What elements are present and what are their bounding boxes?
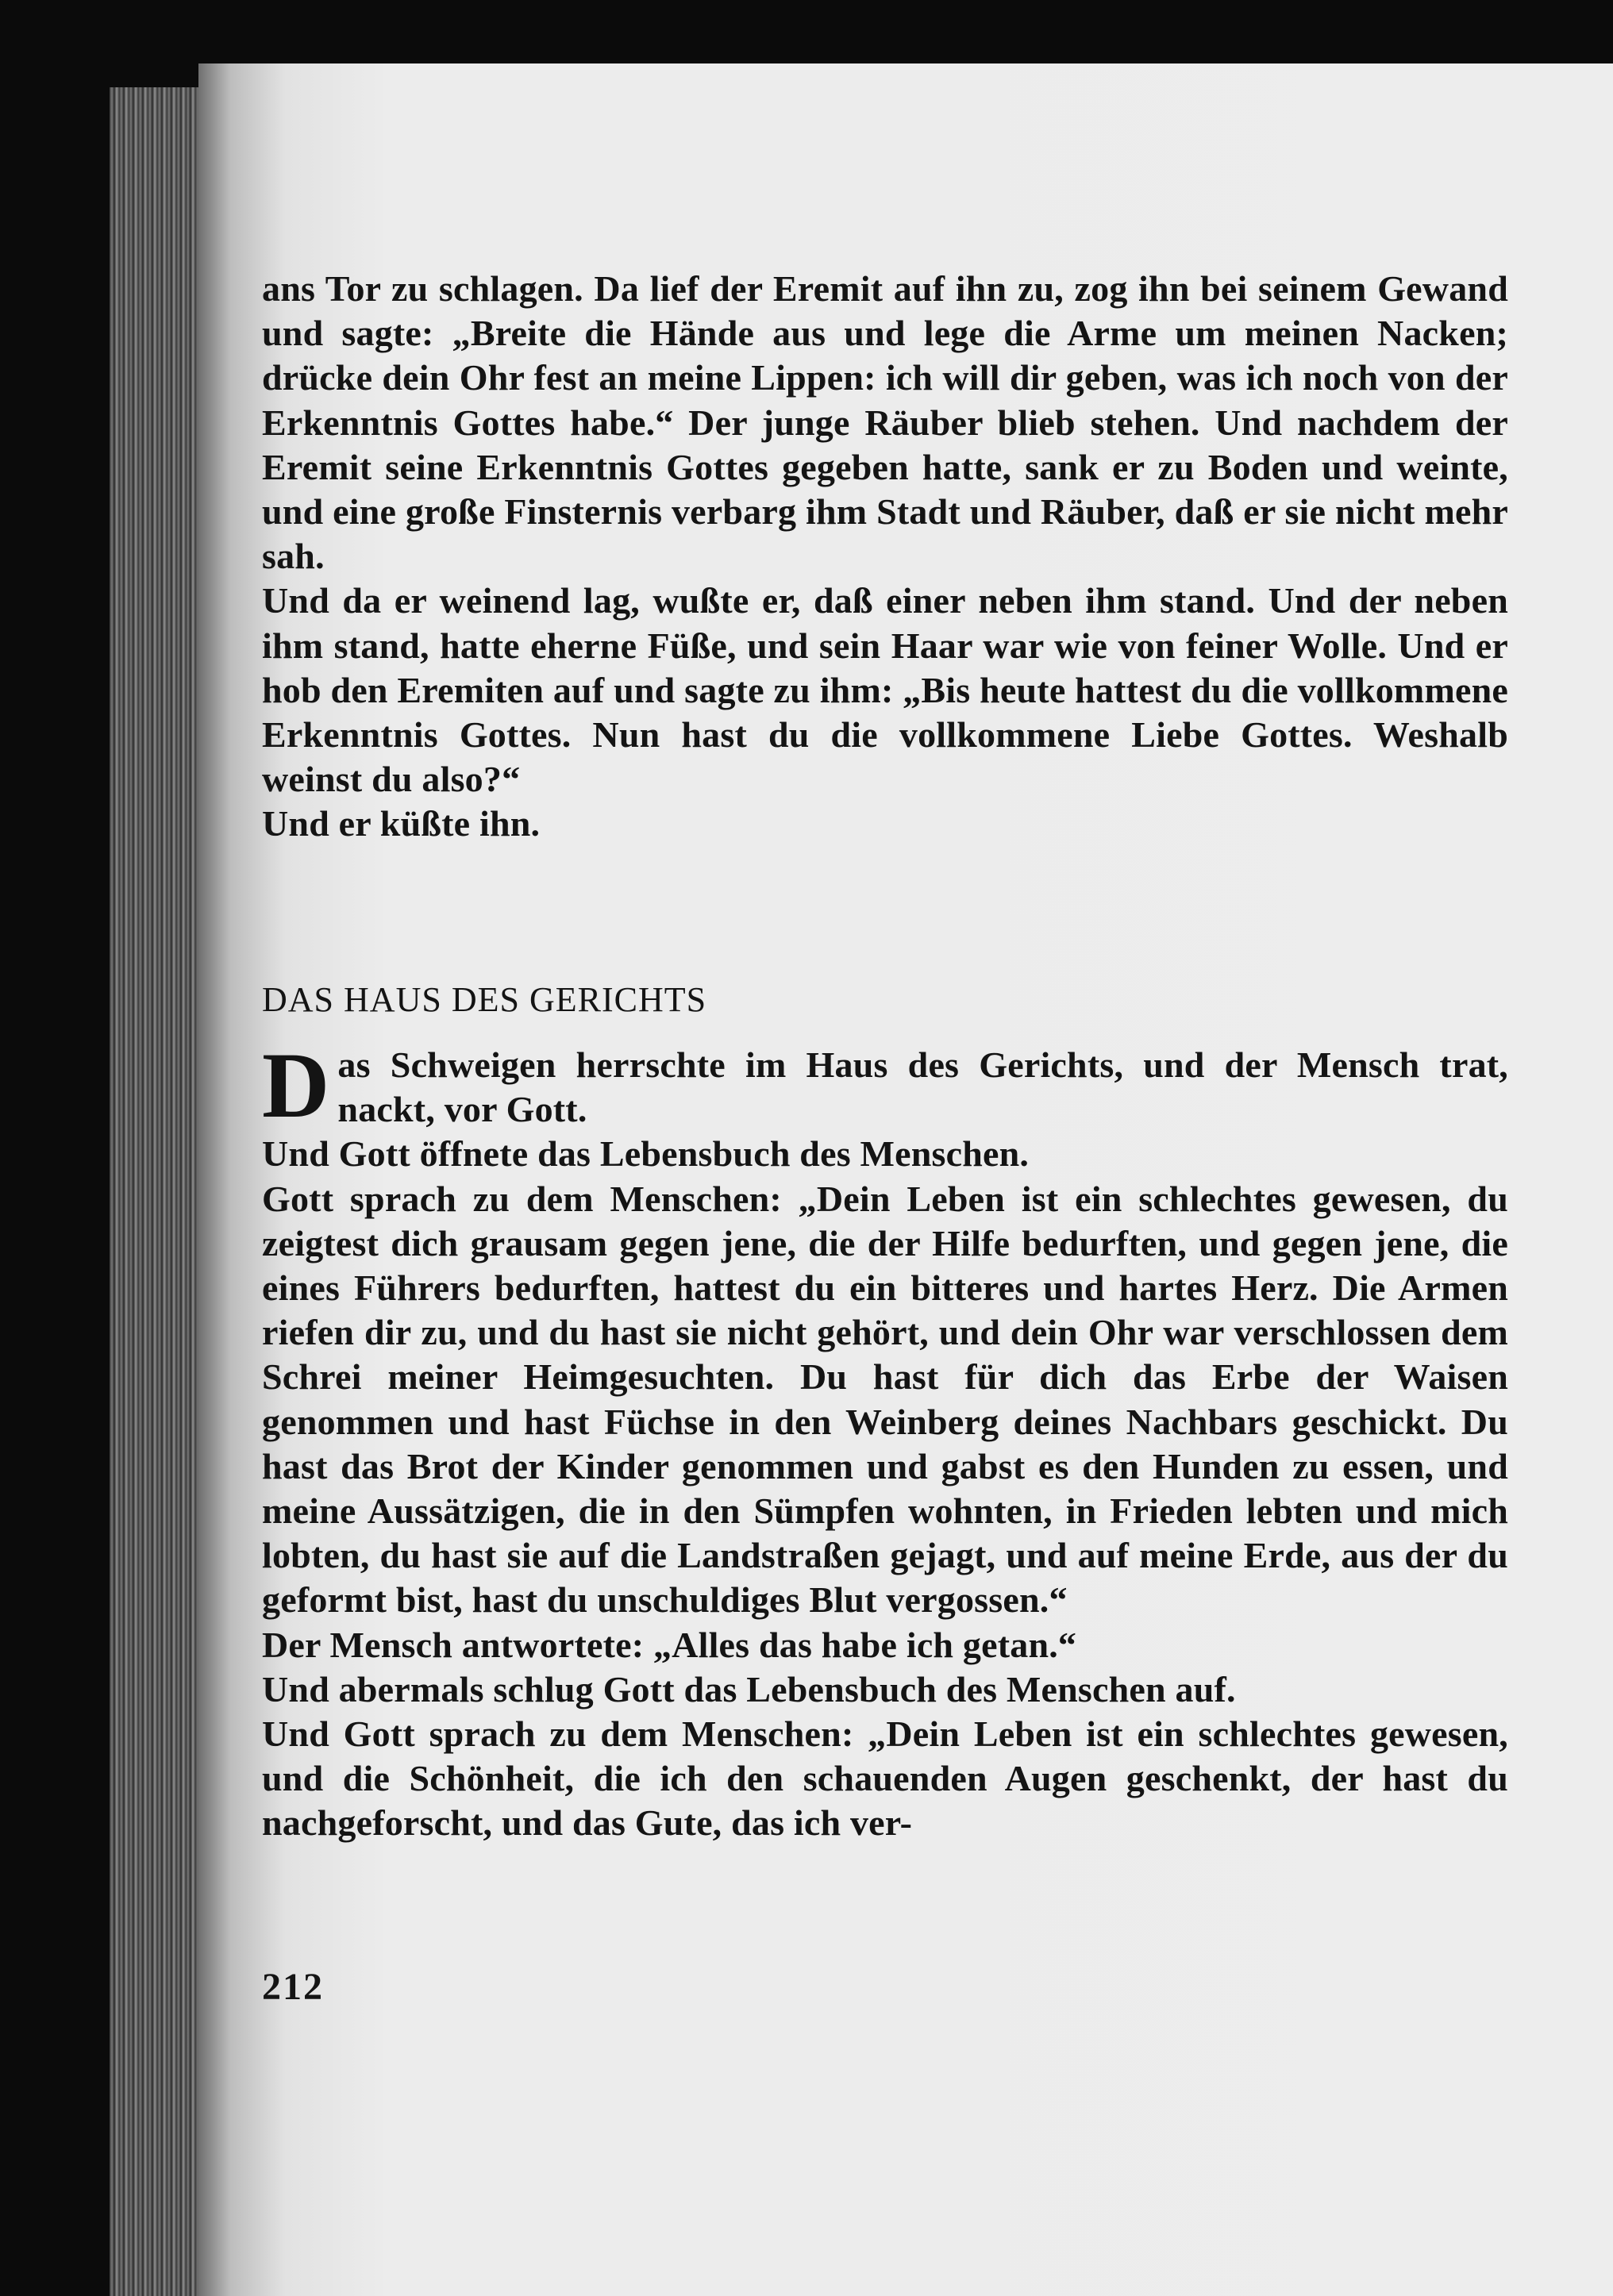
paragraph-4-text: as Schweigen herrschte im Haus des Gerichts, und der Mensch trat, nackt, vor Gott. xyxy=(337,1044,1508,1130)
paragraph-2: Und da er weinend lag, wußte er, daß einer neben ihm stand. Und der neben ihm stand, hatte eherne Füße, und sein Haar war wie von feiner Wolle. Und er hob den Eremiten auf und sagte zu ihm: „Bis heute hattest du die vollkommene Erkenntnis Gottes. Nun hast du die vollkommene Liebe Gottes. Weshalb weinst du also?“ xyxy=(262,580,1508,800)
section-heading: DAS HAUS DES GERICHTS xyxy=(262,980,707,1019)
paragraph-7: Der Mensch antwortete: „Alles das habe ich getan.“ xyxy=(262,1624,1077,1665)
paragraph-5: Und Gott öffnete das Lebensbuch des Menschen. xyxy=(262,1133,1030,1175)
paragraph-6: Gott sprach zu dem Menschen: „Dein Leben ist ein schlechtes gewesen, du zeigtest dich grausam gegen jene, die der Hilfe bedurften, und gegen jene, die eines Führers bedurften, hattest du ein bitteres und hartes Herz. Die Armen riefen dir zu, und du hast sie nicht gehört, und dein Ohr war verschlossen dem Schrei meiner Heimgesuchten. Du hast für dich das Erbe der Waisen genommen und hast Füchse in den Weinberg deines Nachbars geschickt. Du hast das Brot der Kinder genommen und gabst es den Hunden zu essen, und meine Aussätzigen, die in den Sümpfen wohnten, in Frieden lebten und mich lobten, du hast sie auf die Landstraßen gejagt, und auf meine Erde, aus der du geformt bist, hast du unschuldiges Blut vergossen.“ xyxy=(262,1178,1508,1621)
paragraph-3: Und er küßte ihn. xyxy=(262,803,541,844)
section-body xyxy=(262,1033,1508,1846)
paragraph-1: ans Tor zu schlagen. Da lief der Eremit auf ihn zu, zog ihn bei seinem Gewand und sagte: „Breite die Hände aus und lege die Arme um meinen Nacken; drücke dein Ohr fest an meine Lippen: ich will dir geben, was ich noch von der Erkenntnis Gottes habe.“ Der junge Räuber blieb stehen. Und nachdem der Eremit seine Erkenntnis Gottes gegeben hatte, sank er zu Boden und weinte, und eine große Finsternis verbarg ihm Stadt und Räuber, daß er sie nicht mehr sah. xyxy=(262,268,1508,577)
paragraph-9: Und Gott sprach zu dem Menschen: „Dein Leben ist ein schlechtes gewesen, und die Schönheit, die ich den schauenden Augen geschenkt, der hast du nachgeforscht, und das Gute, das ich ver- xyxy=(262,1713,1508,1844)
page-text xyxy=(262,267,1508,1844)
page-number: 212 xyxy=(262,1966,324,2008)
drop-cap: D xyxy=(262,1033,330,1137)
paragraph-4 xyxy=(262,1033,1508,1137)
paragraph-8: Und abermals schlug Gott das Lebensbuch des Menschen auf. xyxy=(262,1668,1236,1710)
